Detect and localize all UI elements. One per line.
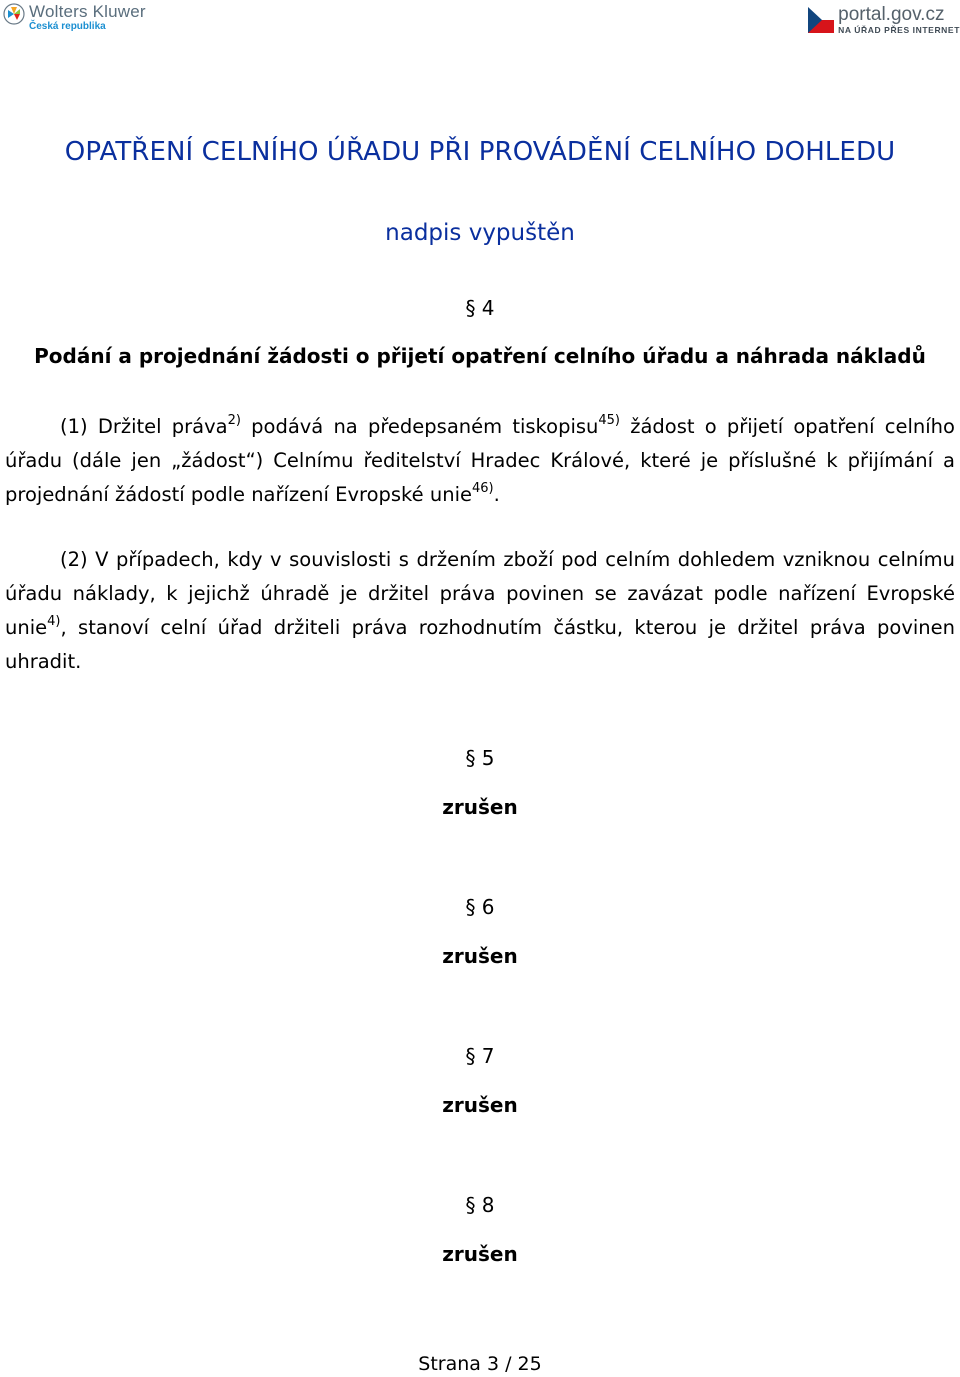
section-4-paragraph-1: (1) Držitel práva$^{2)}$ podává na předepsaném tiskopisu$^{45)}$ žádost o přijetí opatření celního úřadu (dále jen „žádost“) Celnímu ředitelství Hradec Králové, které je příslušné k přijímání a projednání žádostí podle nařízení Evropské unie$^{46)}$.	[5, 413, 955, 506]
section-8-number: § 8	[465, 1193, 495, 1217]
portal-gov-logo	[808, 5, 960, 35]
section-6-number: § 6	[465, 895, 495, 919]
section-5-status: zrušen	[442, 795, 518, 819]
footnote-ref: 4)	[47, 614, 61, 629]
section-4-number: § 4	[465, 296, 495, 320]
page-header	[0, 0, 960, 40]
section-7-number: § 7	[465, 1044, 495, 1068]
document-title: OPATŘENÍ CELNÍHO ÚŘADU PŘI PROVÁDĚNÍ CELNÍHO DOHLEDU	[64, 137, 896, 167]
footnote-ref: 46)	[471, 481, 494, 496]
document-subtitle: nadpis vypuštěn	[385, 220, 575, 246]
section-5-number: § 5	[465, 746, 495, 770]
section-8-status: zrušen	[442, 1242, 518, 1266]
footnote-ref: 2)	[227, 413, 241, 428]
section-7-status: zrušen	[442, 1093, 518, 1117]
section-6-status: zrušen	[442, 944, 518, 968]
wolters-kluwer-logo	[3, 3, 146, 32]
section-4-heading: Podání a projednání žádosti o přijetí opatření celního úřadu a náhrada nákladů	[34, 344, 926, 368]
czech-flag-icon	[808, 7, 834, 33]
wolters-kluwer-name: Wolters Kluwer	[29, 2, 146, 21]
page-number: Strana 3 / 25	[418, 1353, 542, 1375]
wolters-kluwer-subtitle: Česká republika	[29, 21, 106, 32]
footnote-ref: 45)	[598, 413, 621, 428]
portal-gov-subtitle: NA ÚŘAD PŘES INTERNET	[838, 25, 960, 35]
section-4-paragraph-2: (2) V případech, kdy v souvislosti s držením zboží pod celním dohledem vzniknou celnímu úřadu náklady, k jejichž úhradě je držitel práva povinen se zavázat podle nařízení Evropské unie$^{4)}$, stanoví celní úřad držiteli práva rozhodnutím částku, kterou je držitel práva povinen uhradit.	[5, 548, 955, 673]
portal-gov-name: portal.gov.cz	[838, 4, 945, 25]
wolters-kluwer-logo-icon	[3, 3, 25, 25]
